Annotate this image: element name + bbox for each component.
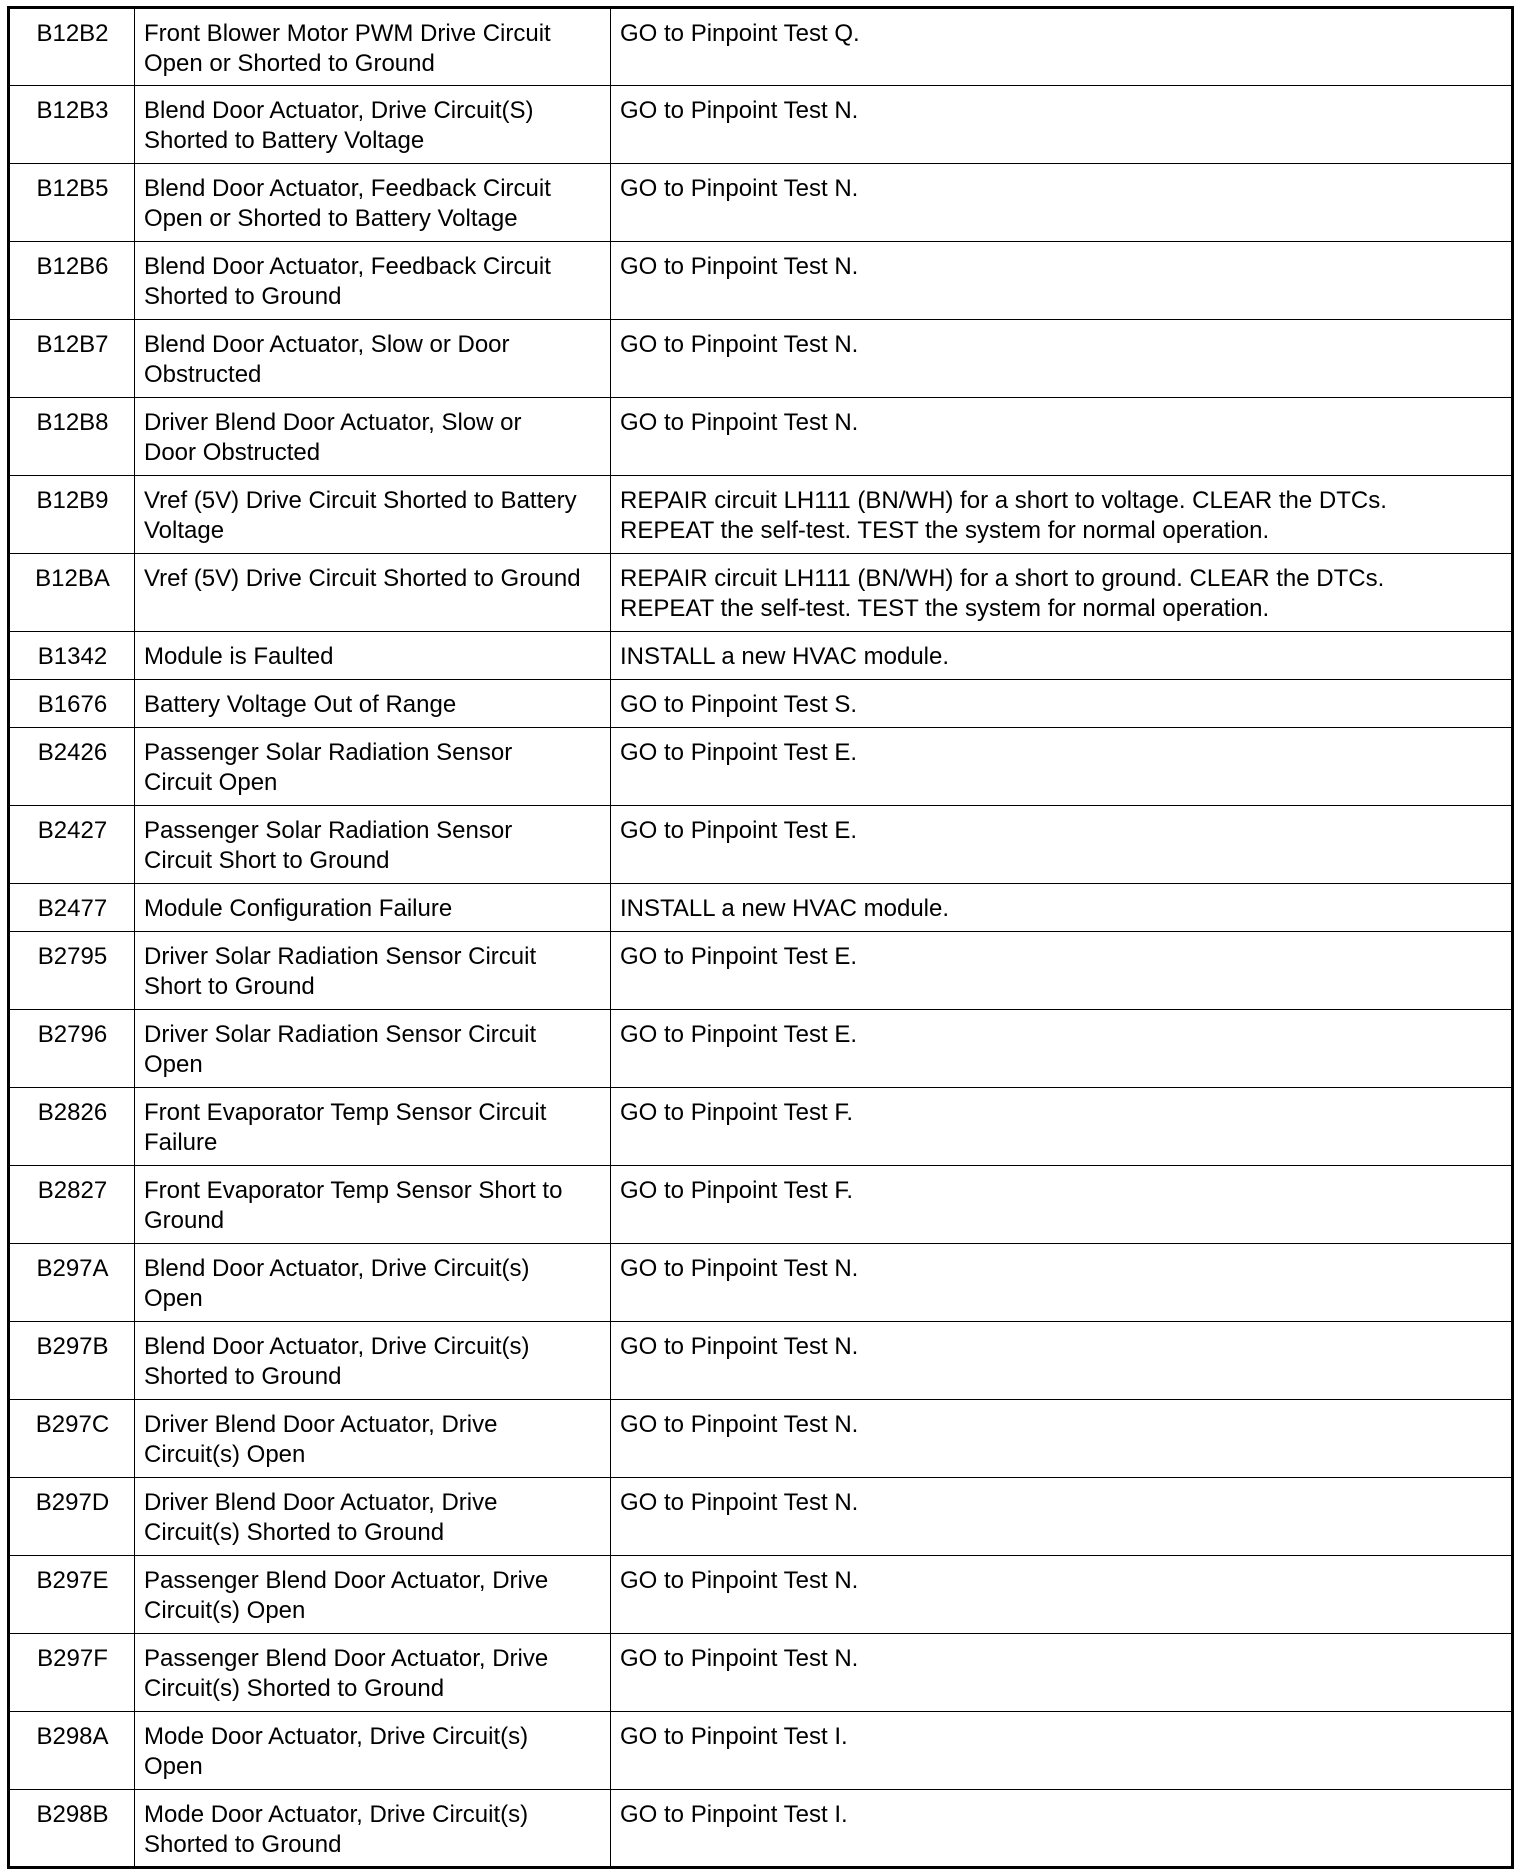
table-row <box>9 1400 1513 1478</box>
dtc-code-cell: B298A <box>9 1712 135 1790</box>
table-row <box>9 554 1513 632</box>
dtc-action-cell: GO to Pinpoint Test E. <box>611 932 1513 1010</box>
table-row <box>9 1478 1513 1556</box>
dtc-description-cell: Mode Door Actuator, Drive Circuit(s) Open <box>135 1712 611 1790</box>
dtc-action-cell: GO to Pinpoint Test N. <box>611 1478 1513 1556</box>
dtc-description-cell: Driver Blend Door Actuator, Drive Circuit(s) Shorted to Ground <box>135 1478 611 1556</box>
table-row <box>9 1634 1513 1712</box>
table-row <box>9 1322 1513 1400</box>
table-row <box>9 164 1513 242</box>
dtc-code-cell: B12B6 <box>9 242 135 320</box>
dtc-description-cell: Blend Door Actuator, Drive Circuit(s) Shorted to Ground <box>135 1322 611 1400</box>
dtc-description-cell: Driver Solar Radiation Sensor Circuit Short to Ground <box>135 932 611 1010</box>
dtc-action-cell: GO to Pinpoint Test S. <box>611 680 1513 728</box>
dtc-description-cell: Blend Door Actuator, Feedback Circuit Shorted to Ground <box>135 242 611 320</box>
dtc-action-cell: GO to Pinpoint Test N. <box>611 1244 1513 1322</box>
dtc-code-cell: B297C <box>9 1400 135 1478</box>
table-row <box>9 884 1513 932</box>
table-row <box>9 932 1513 1010</box>
dtc-code-cell: B1342 <box>9 632 135 680</box>
dtc-code-cell: B2827 <box>9 1166 135 1244</box>
dtc-code-cell: B297A <box>9 1244 135 1322</box>
dtc-description-cell: Passenger Solar Radiation Sensor Circuit Open <box>135 728 611 806</box>
dtc-code-cell: B1676 <box>9 680 135 728</box>
dtc-description-cell: Mode Door Actuator, Drive Circuit(s) Shorted to Ground <box>135 1790 611 1868</box>
dtc-description-cell: Passenger Solar Radiation Sensor Circuit Short to Ground <box>135 806 611 884</box>
dtc-action-cell: GO to Pinpoint Test F. <box>611 1088 1513 1166</box>
dtc-action-cell: GO to Pinpoint Test N. <box>611 86 1513 164</box>
table-row <box>9 86 1513 164</box>
dtc-description-cell: Front Evaporator Temp Sensor Short to Ground <box>135 1166 611 1244</box>
dtc-action-cell: GO to Pinpoint Test N. <box>611 1634 1513 1712</box>
dtc-action-cell: GO to Pinpoint Test N. <box>611 1400 1513 1478</box>
dtc-action-cell: GO to Pinpoint Test F. <box>611 1166 1513 1244</box>
dtc-code-cell: B297E <box>9 1556 135 1634</box>
table-row <box>9 806 1513 884</box>
dtc-action-cell: GO to Pinpoint Test E. <box>611 728 1513 806</box>
dtc-description-cell: Battery Voltage Out of Range <box>135 680 611 728</box>
table-row <box>9 632 1513 680</box>
dtc-code-cell: B2427 <box>9 806 135 884</box>
dtc-action-cell: GO to Pinpoint Test N. <box>611 164 1513 242</box>
dtc-description-cell: Front Evaporator Temp Sensor Circuit Failure <box>135 1088 611 1166</box>
dtc-code-cell: B297F <box>9 1634 135 1712</box>
dtc-code-cell: B2426 <box>9 728 135 806</box>
table-row <box>9 1712 1513 1790</box>
dtc-description-cell: Vref (5V) Drive Circuit Shorted to Battery Voltage <box>135 476 611 554</box>
dtc-table <box>7 6 1514 1869</box>
dtc-action-cell: GO to Pinpoint Test E. <box>611 1010 1513 1088</box>
dtc-action-cell: GO to Pinpoint Test Q. <box>611 8 1513 86</box>
dtc-description-cell: Front Blower Motor PWM Drive Circuit Open or Shorted to Ground <box>135 8 611 86</box>
table-row <box>9 476 1513 554</box>
dtc-description-cell: Passenger Blend Door Actuator, Drive Circuit(s) Open <box>135 1556 611 1634</box>
dtc-code-cell: B12BA <box>9 554 135 632</box>
table-row <box>9 728 1513 806</box>
dtc-description-cell: Blend Door Actuator, Slow or Door Obstructed <box>135 320 611 398</box>
dtc-action-cell: GO to Pinpoint Test N. <box>611 320 1513 398</box>
dtc-description-cell: Driver Blend Door Actuator, Drive Circuit(s) Open <box>135 1400 611 1478</box>
dtc-code-cell: B2477 <box>9 884 135 932</box>
table-row <box>9 398 1513 476</box>
dtc-code-cell: B2826 <box>9 1088 135 1166</box>
table-row <box>9 680 1513 728</box>
dtc-description-cell: Vref (5V) Drive Circuit Shorted to Ground <box>135 554 611 632</box>
table-row <box>9 242 1513 320</box>
dtc-code-cell: B297D <box>9 1478 135 1556</box>
dtc-description-cell: Blend Door Actuator, Drive Circuit(S) Shorted to Battery Voltage <box>135 86 611 164</box>
table-row <box>9 1556 1513 1634</box>
dtc-action-cell: GO to Pinpoint Test N. <box>611 1556 1513 1634</box>
dtc-code-cell: B12B8 <box>9 398 135 476</box>
dtc-code-cell: B12B5 <box>9 164 135 242</box>
dtc-code-cell: B2795 <box>9 932 135 1010</box>
dtc-description-cell: Driver Blend Door Actuator, Slow or Door Obstructed <box>135 398 611 476</box>
dtc-description-cell: Passenger Blend Door Actuator, Drive Circuit(s) Shorted to Ground <box>135 1634 611 1712</box>
table-row <box>9 320 1513 398</box>
dtc-table-body <box>9 8 1513 1868</box>
table-row <box>9 1010 1513 1088</box>
dtc-code-cell: B297B <box>9 1322 135 1400</box>
table-row <box>9 8 1513 86</box>
dtc-code-cell: B12B9 <box>9 476 135 554</box>
dtc-code-cell: B12B3 <box>9 86 135 164</box>
dtc-action-cell: REPAIR circuit LH111 (BN/WH) for a short to ground. CLEAR the DTCs. REPEAT the self-test. TEST the system for normal operation. <box>611 554 1513 632</box>
dtc-description-cell: Driver Solar Radiation Sensor Circuit Open <box>135 1010 611 1088</box>
dtc-code-cell: B12B2 <box>9 8 135 86</box>
dtc-code-cell: B12B7 <box>9 320 135 398</box>
table-row <box>9 1166 1513 1244</box>
dtc-action-cell: GO to Pinpoint Test I. <box>611 1712 1513 1790</box>
table-row <box>9 1244 1513 1322</box>
dtc-description-cell: Blend Door Actuator, Feedback Circuit Open or Shorted to Battery Voltage <box>135 164 611 242</box>
dtc-code-cell: B298B <box>9 1790 135 1868</box>
table-row <box>9 1790 1513 1868</box>
dtc-action-cell: GO to Pinpoint Test N. <box>611 1322 1513 1400</box>
dtc-action-cell: REPAIR circuit LH111 (BN/WH) for a short to voltage. CLEAR the DTCs. REPEAT the self-test. TEST the system for normal operation. <box>611 476 1513 554</box>
dtc-description-cell: Module Configuration Failure <box>135 884 611 932</box>
dtc-action-cell: GO to Pinpoint Test N. <box>611 398 1513 476</box>
dtc-action-cell: GO to Pinpoint Test E. <box>611 806 1513 884</box>
dtc-action-cell: GO to Pinpoint Test I. <box>611 1790 1513 1868</box>
table-row <box>9 1088 1513 1166</box>
dtc-action-cell: INSTALL a new HVAC module. <box>611 632 1513 680</box>
dtc-code-cell: B2796 <box>9 1010 135 1088</box>
dtc-description-cell: Blend Door Actuator, Drive Circuit(s) Open <box>135 1244 611 1322</box>
dtc-description-cell: Module is Faulted <box>135 632 611 680</box>
dtc-action-cell: GO to Pinpoint Test N. <box>611 242 1513 320</box>
dtc-action-cell: INSTALL a new HVAC module. <box>611 884 1513 932</box>
